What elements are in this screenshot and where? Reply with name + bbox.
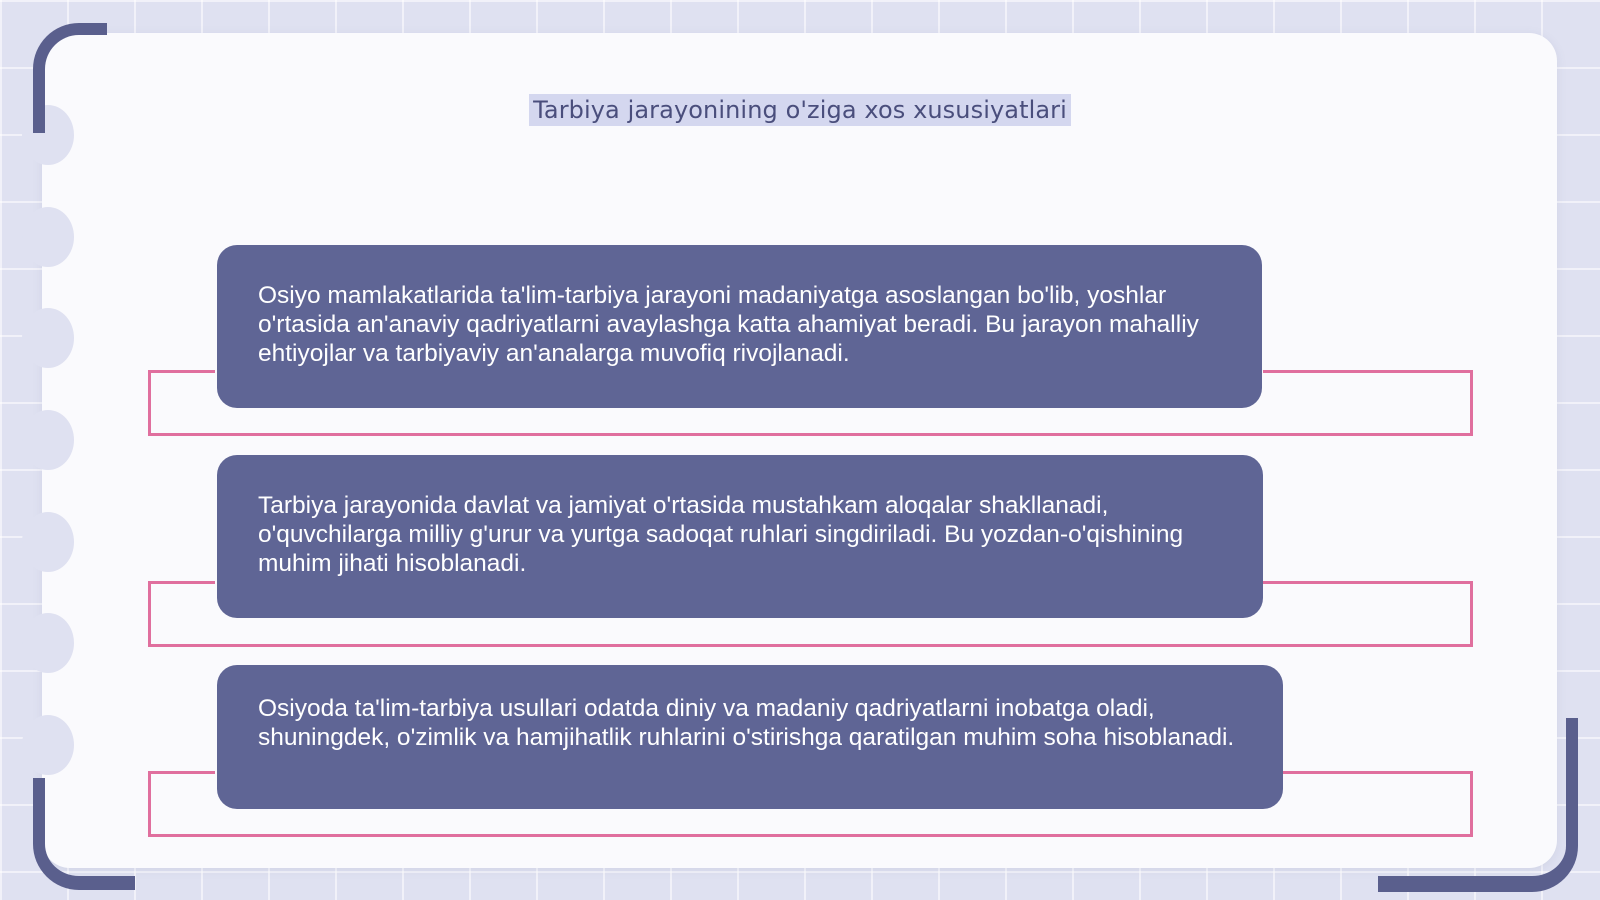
- binder-notch: [22, 715, 74, 775]
- info-card-text: Tarbiya jarayonida davlat va jamiyat o'rtasida mustahkam aloqalar shakllanadi, o'quvchilarga milliy g'urur va yurtga sadoqat ruhlari singdiriladi. Bu yozdan-o'qishining muhim jihati hisoblanadi.: [258, 492, 1184, 577]
- accent-frame-top-right: [1263, 581, 1473, 584]
- accent-frame-top-left: [148, 581, 215, 584]
- info-card-3: [217, 665, 1283, 809]
- info-card-text: Osiyoda ta'lim-tarbiya usullari odatda diniy va madaniy qadriyatlarni inobatga oladi, shuningdek, o'zimlik va hamjihatlik ruhlarini o'stirishga qaratilgan muhim soha hisoblanadi.: [258, 695, 1235, 751]
- accent-frame-top-left: [148, 370, 215, 373]
- info-card-2: [217, 455, 1263, 618]
- binder-notch: [22, 410, 74, 470]
- info-card-1: [217, 245, 1262, 408]
- binder-notch: [22, 613, 74, 673]
- binder-notch: [22, 308, 74, 368]
- slide-title-wrapper: [0, 94, 1600, 126]
- corner-bracket-bottom-left: [33, 778, 135, 890]
- slide-title: Tarbiya jarayonining o'ziga xos xususiyatlari: [529, 94, 1071, 126]
- accent-frame-top-left: [148, 771, 215, 774]
- accent-frame-top-right: [1263, 771, 1473, 774]
- info-card-text: Osiyo mamlakatlarida ta'lim-tarbiya jarayoni madaniyatga asoslangan bo'lib, yoshlar o'rtasida an'anaviy qadriyatlarni avaylashga katta ahamiyat beradi. Bu jarayon mahalliy ehtiyojlar va tarbiyaviy an'analarga muvofiq rivojlanadi.: [258, 282, 1199, 367]
- accent-frame-top-right: [1263, 370, 1473, 373]
- binder-notch: [22, 512, 74, 572]
- binder-notch: [22, 207, 74, 267]
